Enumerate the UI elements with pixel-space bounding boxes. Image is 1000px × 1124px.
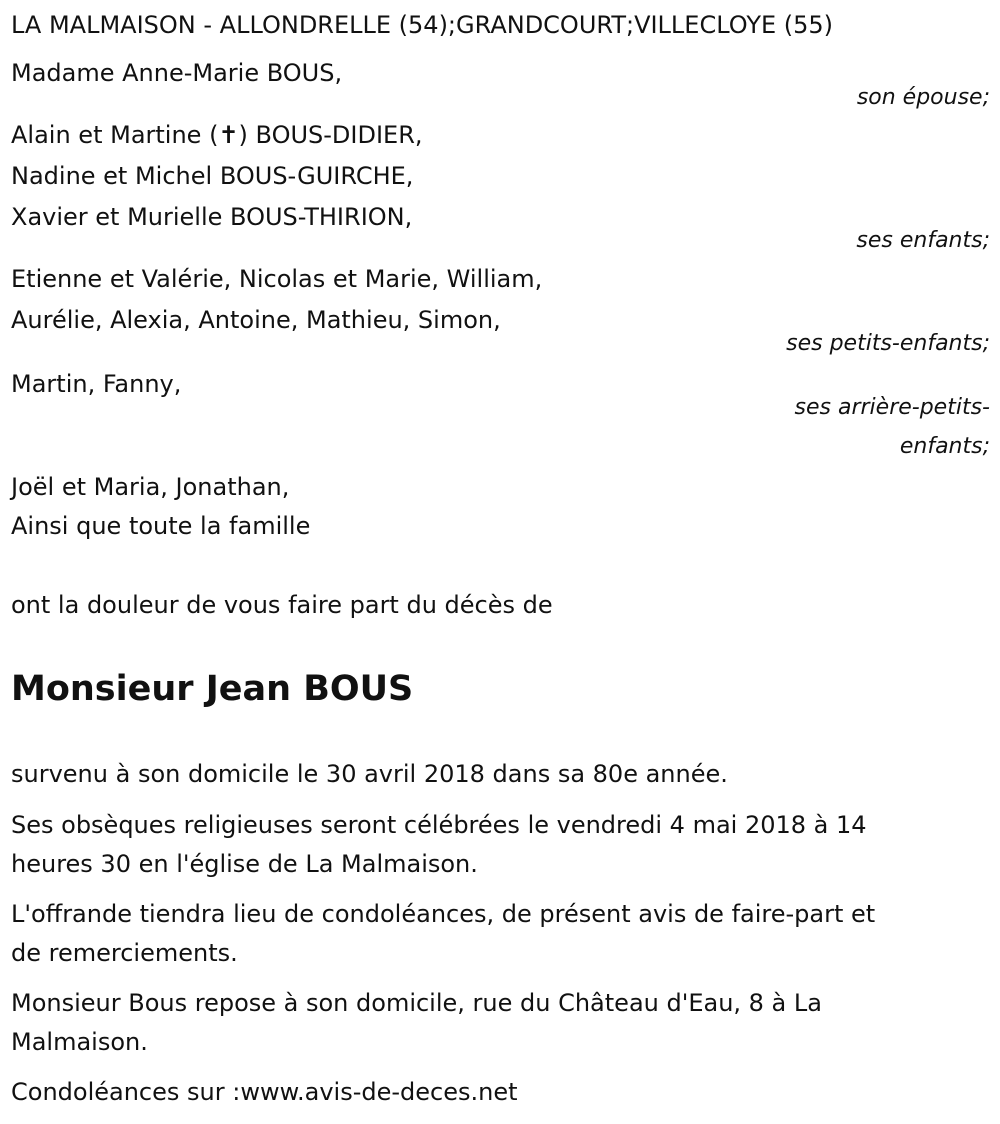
deceased-name: Monsieur Jean BOUS — [11, 669, 414, 709]
funeral-line-2: heures 30 en l'église de La Malmaison. — [11, 850, 478, 878]
rest-line-1: Monsieur Bous repose à son domicile, rue du Château d'Eau, 8 à La — [11, 989, 822, 1017]
spouse-role: son épouse; — [856, 85, 990, 110]
other-relatives: Joël et Maria, Jonathan, — [11, 473, 290, 501]
locations-header: LA MALMAISON - ALLONDRELLE (54);GRANDCOURT;VILLECLOYE (55) — [11, 11, 834, 39]
cross-icon: ✝ — [218, 121, 239, 149]
grandchildren-line-2: Aurélie, Alexia, Antoine, Mathieu, Simon, — [11, 306, 501, 334]
children-line-1-end: ) BOUS-DIDIER, — [238, 121, 423, 149]
children-line-1 — [11, 120, 423, 150]
announcement-intro: ont la douleur de vous faire part du décès de — [11, 591, 553, 619]
great-grandchildren-role-line-2: enfants; — [899, 434, 990, 459]
condolences-line: Condoléances sur :www.avis-de-deces.net — [11, 1078, 518, 1106]
offering-line-1: L'offrande tiendra lieu de condoléances, de présent avis de faire-part et — [11, 900, 876, 928]
great-grandchildren-names: Martin, Fanny, — [11, 370, 182, 398]
children-line-3: Xavier et Murielle BOUS-THIRION, — [11, 203, 413, 231]
grandchildren-line-1: Etienne et Valérie, Nicolas et Marie, William, — [11, 265, 543, 293]
great-grandchildren-role-line-1: ses arrière-petits- — [794, 395, 990, 420]
funeral-line-1: Ses obsèques religieuses seront célébrées le vendredi 4 mai 2018 à 14 — [11, 811, 867, 839]
children-line-1-start: Alain et Martine ( — [11, 121, 219, 149]
children-role: ses enfants; — [856, 228, 990, 253]
offering-line-2: de remerciements. — [11, 939, 238, 967]
spouse-name: Madame Anne-Marie BOUS, — [11, 59, 343, 87]
whole-family: Ainsi que toute la famille — [11, 512, 311, 540]
children-line-2: Nadine et Michel BOUS-GUIRCHE, — [11, 162, 414, 190]
death-info: survenu à son domicile le 30 avril 2018 dans sa 80e année. — [11, 760, 728, 788]
grandchildren-role: ses petits-enfants; — [786, 331, 990, 356]
rest-line-2: Malmaison. — [11, 1028, 148, 1056]
